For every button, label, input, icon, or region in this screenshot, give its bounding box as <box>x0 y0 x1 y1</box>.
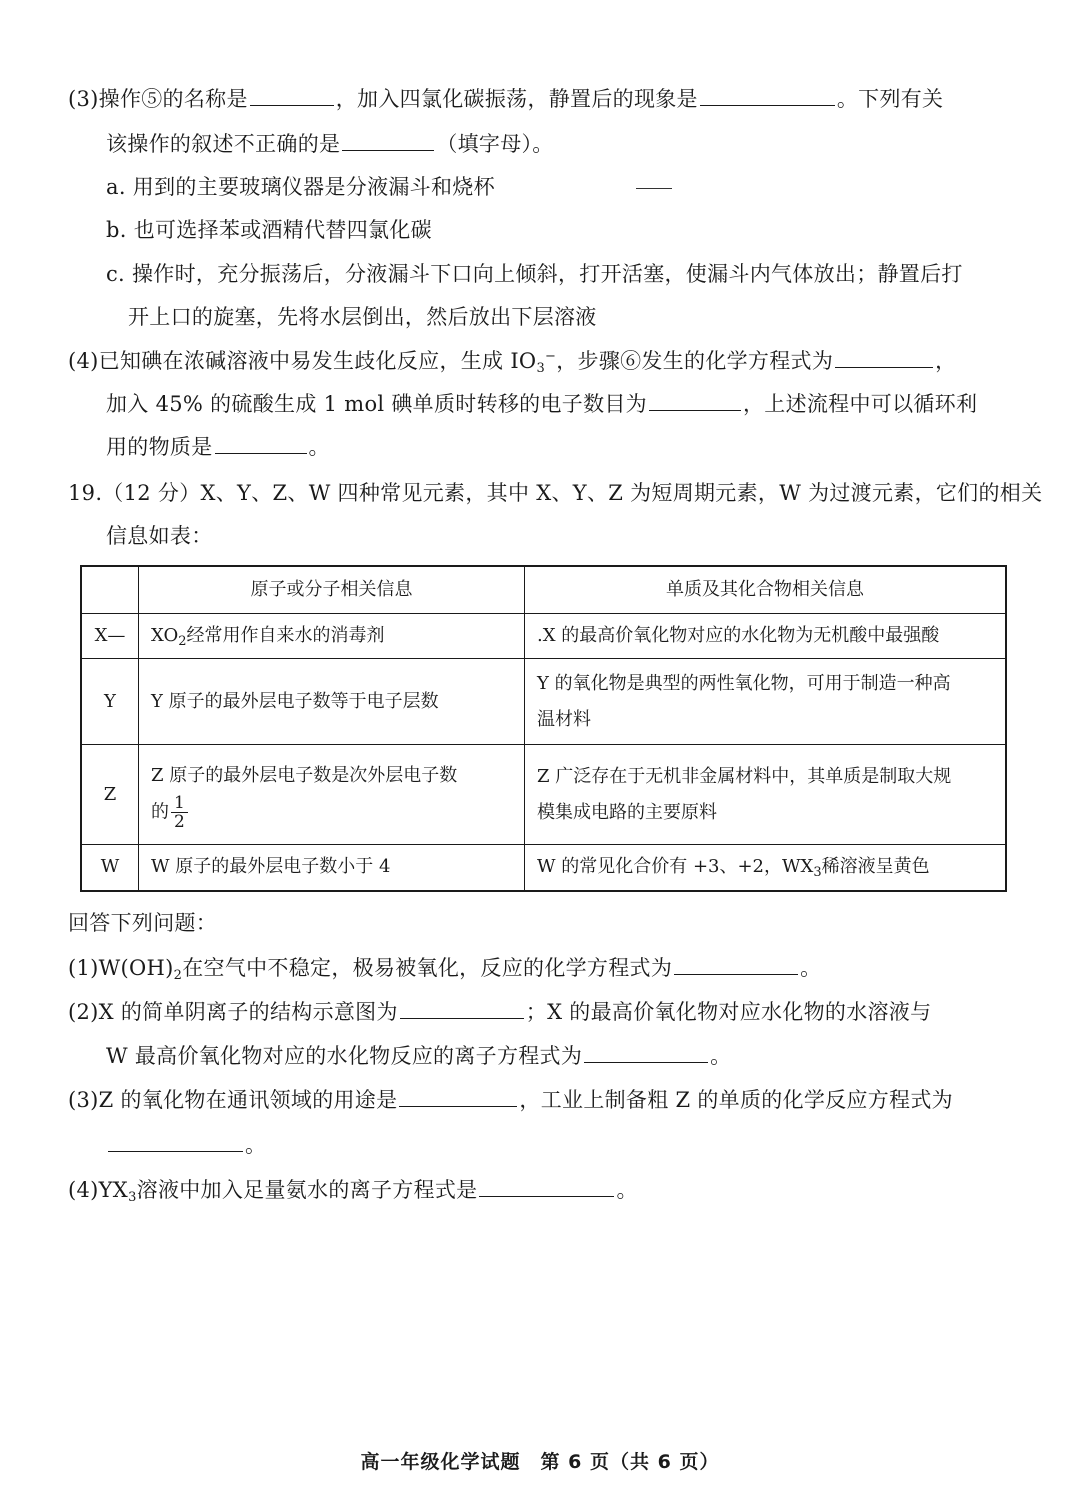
answer-blank <box>835 347 933 368</box>
answer-text: (4)YX <box>68 1178 129 1202</box>
q4-text: 加入 45% 的硫酸生成 1 mol 碘单质时转移的电子数目为 <box>106 392 647 416</box>
element-symbol: Y <box>81 659 139 745</box>
q3-text: 。下列有关 <box>836 87 944 111</box>
table-cell <box>525 845 1007 891</box>
answer-text: ，工业上制备粗 Z 的单质的化学反应方程式为 <box>519 1088 953 1112</box>
answer-blank <box>400 998 524 1019</box>
cell-text <box>151 794 512 831</box>
answer-blank <box>700 85 835 106</box>
answer-4 <box>68 1175 638 1205</box>
cell-text: 稀溶液呈黄色 <box>821 856 930 878</box>
answer-text: 。 <box>245 1133 267 1157</box>
cell-text: 的 <box>151 801 169 823</box>
table-cell: .X 的最高价氧化物对应的水化物为无机酸中最强酸 <box>525 614 1007 659</box>
subscript: 2 <box>178 634 187 649</box>
table-cell <box>525 659 1007 745</box>
cell-text: Y 的氧化物是典型的两性氧化物，可用于制造一种高 <box>537 672 951 694</box>
table-row <box>81 745 1006 845</box>
answer-3-line-1 <box>68 1085 953 1115</box>
cell-text: 经常用作自来水的消毒剂 <box>186 625 385 646</box>
answer-2-line-2 <box>106 1041 731 1071</box>
fraction <box>171 794 188 831</box>
table-cell <box>139 614 525 659</box>
answer-intro: 回答下列问题： <box>68 911 218 935</box>
table-header-row <box>81 566 1006 614</box>
answer-1 <box>68 953 821 983</box>
element-info-table <box>80 565 1007 892</box>
q4-line-3 <box>106 432 330 462</box>
answer-blank <box>399 1086 517 1107</box>
subscript: 3 <box>813 865 822 881</box>
q4-text: ，上述流程中可以循环利 <box>742 392 978 416</box>
answer-2-line-1 <box>68 997 931 1027</box>
answer-blank <box>584 1042 708 1063</box>
q4-text: 用的物质是 <box>106 435 213 459</box>
q4-text: (4)已知碘在浓碱溶液中易发生歧化反应，生成 IO <box>68 349 537 373</box>
answer-text: 。 <box>800 956 822 980</box>
q3-text: ，加入四氯化碳振荡，静置后的现象是 <box>335 87 698 111</box>
answer-blank <box>479 1176 614 1197</box>
subscript: 3 <box>128 1190 137 1205</box>
element-symbol: W <box>81 845 139 891</box>
q19-line-1: 19.（12 分）X、Y、Z、W 四种常见元素，其中 X、Y、Z 为短周期元素，W 为过渡元素，它们的相关 <box>68 481 1043 505</box>
q3-option-c-line-2: 开上口的旋塞，先将水层倒出，然后放出下层溶液 <box>128 305 597 329</box>
table-cell <box>525 745 1007 845</box>
answer-3-line-2 <box>106 1130 266 1160</box>
page-footer: 高一年级化学试题 第 6 页（共 6 页） <box>360 1451 720 1473</box>
q4-text: ， <box>935 349 957 373</box>
table-row <box>81 845 1006 891</box>
q3-line-1 <box>68 84 943 114</box>
q3-line-2 <box>106 129 554 159</box>
answer-text: ；X 的最高价氧化物对应水化物的水溶液与 <box>525 1000 932 1024</box>
answer-text: (1)W(OH) <box>68 956 174 980</box>
answer-blank <box>250 85 334 106</box>
table-header: 单质及其化合物相关信息 <box>525 566 1007 614</box>
q3-option-a: a. 用到的主要玻璃仪器是分液漏斗和烧杯 <box>106 175 495 199</box>
q4-line-2 <box>106 389 977 419</box>
answer-text: 在空气中不稳定，极易被氧化，反应的化学方程式为 <box>182 956 673 980</box>
stray-mark <box>636 188 672 189</box>
q19-line-2: 信息如表： <box>106 524 213 548</box>
answer-text: 。 <box>710 1044 732 1068</box>
element-symbol: X— <box>81 614 139 659</box>
table-cell <box>139 745 525 845</box>
subscript: 2 <box>173 968 183 983</box>
cell-text: XO <box>151 625 179 646</box>
cell-text: Z 广泛存在于无机非金属材料中，其单质是制取大规 <box>537 765 952 787</box>
fraction-numerator: 1 <box>171 794 188 813</box>
q3-text: （填字母）。 <box>436 132 554 156</box>
subscript: 3 <box>536 361 546 376</box>
q3-text: 该操作的叙述不正确的是 <box>106 132 341 156</box>
element-symbol: Z <box>81 745 139 845</box>
answer-text: 。 <box>616 1178 638 1202</box>
answer-text: (2)X 的简单阴离子的结构示意图为 <box>68 1000 398 1024</box>
table-header-empty <box>81 566 139 614</box>
cell-text: Z 原子的最外层电子数是次外层电子数 <box>151 765 458 786</box>
q3-text: (3)操作⑤的名称是 <box>68 87 248 111</box>
answer-text: 溶液中加入足量氨水的离子方程式是 <box>136 1178 478 1202</box>
q4-text: ，步骤⑥发生的化学方程式为 <box>556 349 834 373</box>
answer-text: (3)Z 的氧化物在通讯领域的用途是 <box>68 1088 398 1112</box>
answer-blank <box>215 433 307 454</box>
cell-text: W 的常见化合价有 +3、+2，WX <box>537 856 814 878</box>
cell-text: 温材料 <box>537 708 591 730</box>
table-header: 原子或分子相关信息 <box>139 566 525 614</box>
q4-line-1 <box>68 346 956 376</box>
answer-blank <box>342 130 434 151</box>
answer-blank <box>108 1131 243 1152</box>
table-row <box>81 659 1006 745</box>
q3-option-c-line-1: c. 操作时，充分振荡后，分液漏斗下口向上倾斜，打开活塞，使漏斗内气体放出；静置后打 <box>106 262 963 286</box>
table-row <box>81 614 1006 659</box>
fraction-denominator: 2 <box>174 812 185 832</box>
table-cell: Y 原子的最外层电子数等于电子层数 <box>139 659 525 745</box>
q3-option-b: b. 也可选择苯或酒精代替四氯化碳 <box>106 218 432 242</box>
answer-blank <box>649 390 741 411</box>
q4-text: 。 <box>308 435 330 459</box>
answer-blank <box>674 954 798 975</box>
table-cell: W 原子的最外层电子数小于 4 <box>139 845 525 891</box>
answer-text: W 最高价氧化物对应的水化物反应的离子方程式为 <box>106 1044 583 1068</box>
cell-text: 模集成电路的主要原料 <box>537 801 717 823</box>
superscript: − <box>545 349 557 364</box>
